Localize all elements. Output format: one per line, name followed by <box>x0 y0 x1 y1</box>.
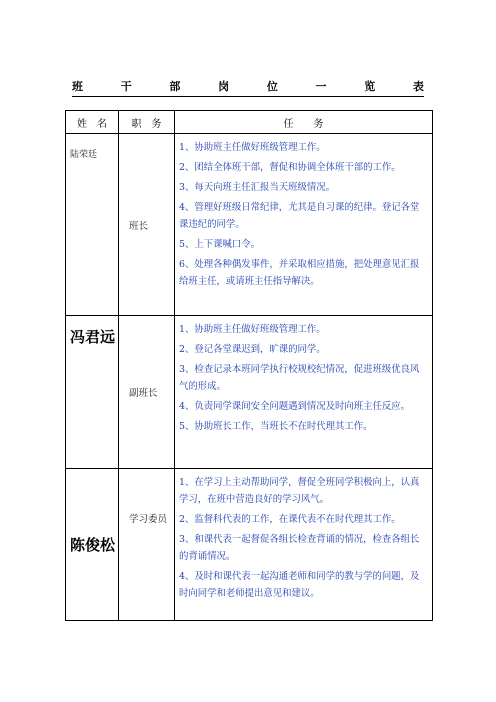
title-char: 岗 <box>218 80 230 93</box>
tasks-cell <box>175 316 433 469</box>
header-role: 职 务 <box>119 111 175 134</box>
table-row <box>66 469 433 621</box>
title-char: 干 <box>120 80 132 93</box>
title-char: 一 <box>315 80 327 93</box>
task-item: 4、及时和课代表一起沟通老师和同学的教与学的问题，及时向同学和老师提出意见和建议。 <box>179 571 420 599</box>
table-row <box>66 316 433 469</box>
role-cell: 班长 <box>119 134 175 316</box>
table-header-row <box>66 111 433 134</box>
name-cell <box>66 134 119 316</box>
task-item: 3、每天向班主任汇报当天班级情况。 <box>179 182 335 193</box>
task-item: 2、监督科代表的工作，在课代表不在时代理其工作。 <box>179 514 401 525</box>
title-char: 位 <box>266 80 278 93</box>
role-cell: 学习委员 <box>119 469 175 621</box>
page-title <box>72 78 424 94</box>
title-char: 表 <box>412 80 424 93</box>
task-item: 2、登记各堂课迟到，旷课的同学。 <box>179 344 326 355</box>
task-item: 4、负责同学课间安全问题遇到情况及时向班主任反应。 <box>179 401 410 412</box>
header-tasks: 任 务 <box>175 111 433 134</box>
tasks-cell <box>175 134 433 316</box>
tasks-cell <box>175 469 433 621</box>
person-name: 陈俊松 <box>70 535 116 554</box>
task-item: 1、协助班主任做好班级管理工作。 <box>179 324 326 335</box>
title-underline <box>72 96 424 97</box>
task-item: 3、检查记录本班同学执行校规校纪情况，促进班级优良风气的形成。 <box>179 364 420 392</box>
task-item: 3、和课代表一起督促各组长检查背诵的情况，检查各组长的背诵情况。 <box>179 534 420 562</box>
header-name: 姓 名 <box>66 111 119 134</box>
name-cell <box>66 316 119 469</box>
person-name: 冯君远 <box>70 328 116 346</box>
title-char: 部 <box>169 80 181 93</box>
title-char: 班 <box>72 80 83 93</box>
cadre-table <box>65 110 433 621</box>
task-item: 2、团结全体班干部，督促和协调全体班干部的工作。 <box>179 162 401 173</box>
table-row <box>66 134 433 316</box>
task-item: 5、协助班长工作，当班长不在时代理其工作。 <box>179 421 373 432</box>
task-item: 6、处理各种偶发事件，并采取相应措施，把处理意见汇报给班主任，或请班主任指导解决。 <box>179 259 420 287</box>
person-name: 陆荣廷 <box>70 150 98 160</box>
task-item: 1、在学习上主动帮助同学，督促全班同学积极向上，认真学习，在班中营造良好的学习风气。 <box>179 477 420 505</box>
task-item: 1、协助班主任做好班级管理工作。 <box>179 142 326 153</box>
role-cell: 副班长 <box>119 316 175 469</box>
name-cell <box>66 469 119 621</box>
title-char: 览 <box>364 80 376 93</box>
task-item: 4、管理好班级日常纪律，尤其是自习课的纪律。登记各堂课违纪的同学。 <box>179 202 420 230</box>
task-item: 5、上下课喊口令。 <box>179 239 260 250</box>
